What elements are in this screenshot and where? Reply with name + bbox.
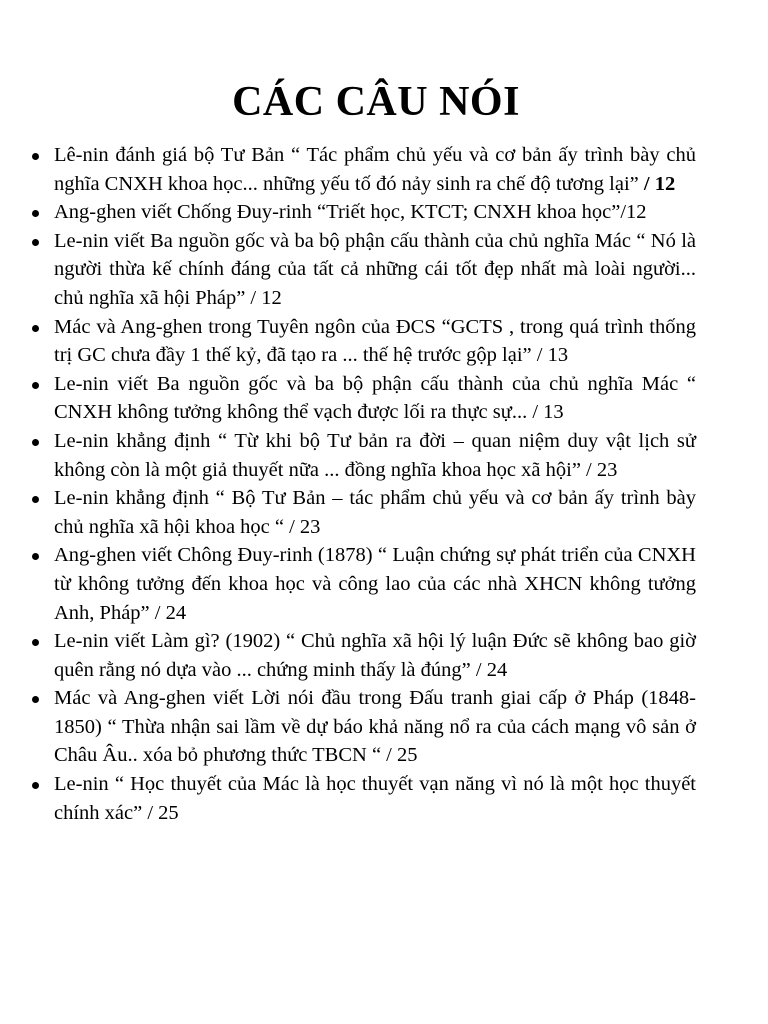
list-item — [54, 141, 696, 198]
quote-list — [54, 141, 696, 827]
bullet-icon — [32, 239, 39, 246]
bullet-icon — [32, 696, 39, 703]
bullet-icon — [32, 153, 39, 160]
list-item — [54, 370, 696, 427]
quote-text: Le-nin khẳng định “ Từ khi bộ Tư bản ra đời – quan niệm duy vật lịch sử không còn là một giả thuyết nữa ... đồng nghĩa khoa học xã hội” / 23 — [54, 429, 696, 481]
quote-text: Le-nin “ Học thuyết của Mác là học thuyết vạn năng vì nó là một học thuyết chính xác” / 25 — [54, 773, 696, 824]
bullet-icon — [32, 782, 39, 789]
list-item — [54, 627, 696, 684]
list-item — [54, 313, 696, 370]
bullet-icon — [32, 439, 39, 446]
quote-text: Le-nin khẳng định “ Bộ Tư Bản – tác phẩm chủ yếu và cơ bản ấy trình bày chủ nghĩa xã hội khoa học “ / 23 — [54, 487, 696, 538]
quote-text: Mác và Ang-ghen viết Lời nói đầu trong Đấu tranh giai cấp ở Pháp (1848-1850) “ Thừa nhận sai lầm về dự báo khả năng nổ ra của cách mạng vô sản ở Châu Âu.. xóa bỏ phương thức TBCN “ / 25 — [54, 687, 696, 767]
quote-text: Ang-ghen viết Chông Đuy-rinh (1878) “ Luận chứng sự phát triển của CNXH từ không tưởng đến khoa học và công lao của các nhà XHCN không tưởng Anh, Pháp” / 24 — [54, 544, 696, 624]
quote-text: Mác và Ang-ghen trong Tuyên ngôn của ĐCS “GCTS , trong quá trình thống trị GC chưa đầy 1 thế kỷ, đã tạo ra ... thế hệ trước gộp lại” / 13 — [54, 315, 696, 367]
page-title: CÁC CÂU NÓI — [232, 79, 520, 125]
quote-text: Le-nin viết Làm gì? (1902) “ Chủ nghĩa xã hội lý luận Đức sẽ không bao giờ quên rằng nó dựa vào ... chứng minh thấy là đúng” / 24 — [54, 630, 696, 681]
bullet-icon — [32, 553, 39, 560]
list-item — [54, 684, 696, 770]
list-item — [54, 198, 696, 227]
list-item — [54, 770, 696, 827]
list-item — [54, 484, 696, 541]
page-reference: / 12 — [638, 172, 676, 195]
bullet-icon — [32, 325, 39, 332]
quote-text: Ang-ghen viết Chống Đuy-rinh “Triết học, KTCT; CNXH khoa học”/12 — [54, 201, 647, 224]
bullet-icon — [32, 210, 39, 217]
quote-text: Le-nin viết Ba nguồn gốc và ba bộ phận cấu thành của chủ nghĩa Mác “ Nó là người thừa kế chính đáng của tất cả những cái tốt đẹp nhất mà loài người... chủ nghĩa xã hội Pháp” / 12 — [54, 229, 696, 309]
list-item — [54, 541, 696, 627]
bullet-icon — [32, 496, 39, 503]
quote-text: Le-nin viết Ba nguồn gốc và ba bộ phận cấu thành của chủ nghĩa Mác “ CNXH không tưởng không thể vạch được lối ra thực sự... / 13 — [54, 372, 696, 424]
list-item — [54, 427, 696, 484]
list-item — [54, 227, 696, 313]
bullet-icon — [32, 382, 39, 389]
bullet-icon — [32, 639, 39, 646]
quote-text: Lê-nin đánh giá bộ Tư Bản “ Tác phẩm chủ yếu và cơ bản ấy trình bày chủ nghĩa CNXH khoa học... những yếu tố đó nảy sinh ra chế độ tương lại” — [54, 144, 696, 195]
